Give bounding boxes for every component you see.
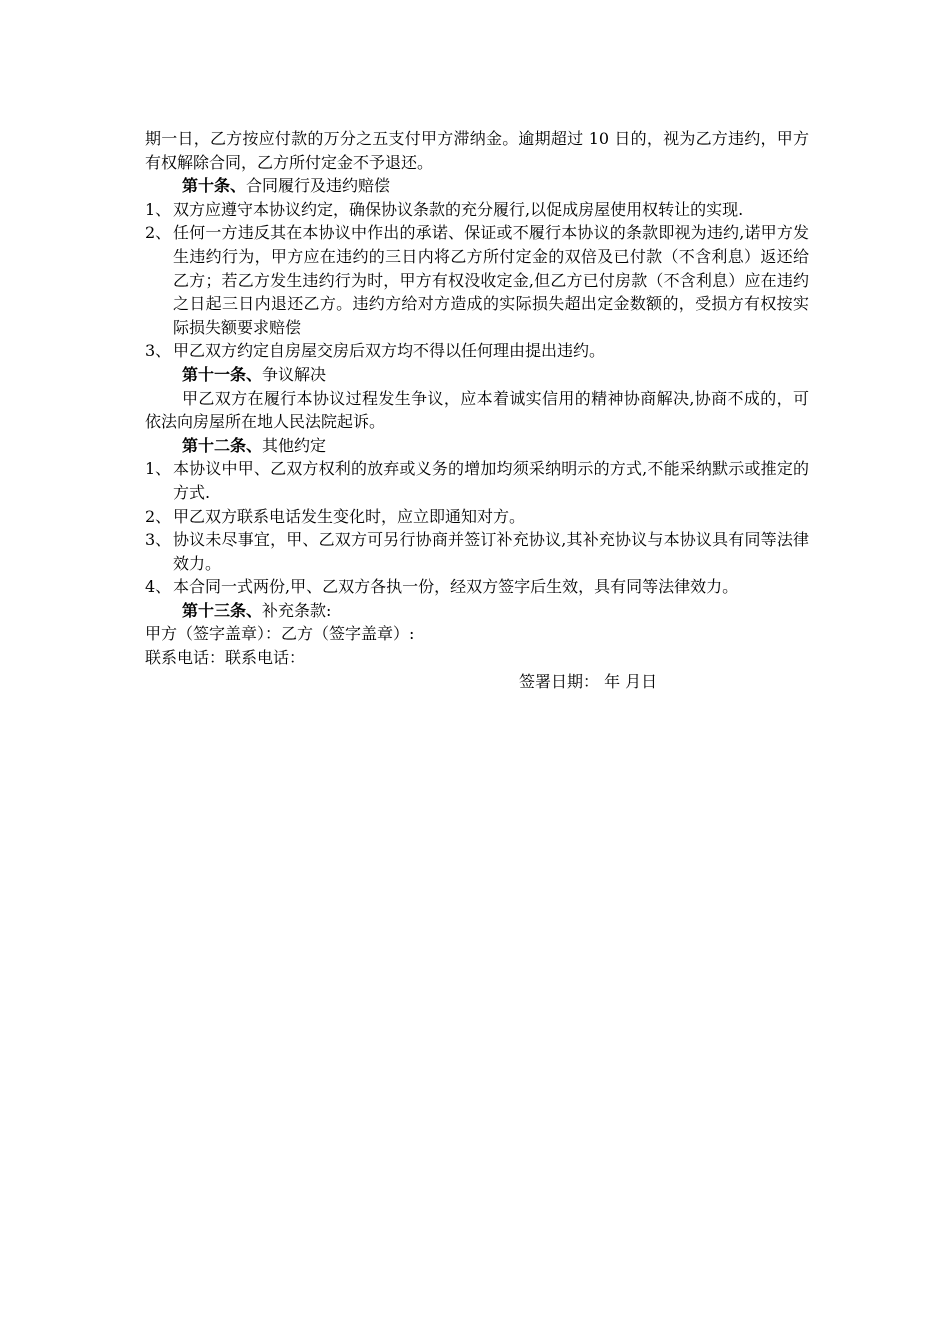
article12-item-3 bbox=[145, 528, 809, 575]
article10-sep: 、 bbox=[230, 176, 247, 196]
item-text: 本协议中甲、乙双方权利的放弃或义务的增加均须采纳明示的方式,不能采纳默示或推定的方式. bbox=[173, 459, 809, 502]
article13-subtitle: 补充条款: bbox=[262, 600, 332, 620]
article10-item-2 bbox=[145, 221, 809, 339]
signature-date: 签署日期： 年 月日 bbox=[519, 671, 658, 691]
item-text: 任何一方违反其在本协议中作出的承诺、保证或不履行本协议的条款即视为违约,诺甲方发生违约行为，甲方应在违约的三日内将乙方所付定金的双倍及已付款（不含利息）返还给乙方；若乙方发生违约行为时，甲方有权没收定金,但乙方已付房款（不含利息）应在违约之日起三日内退还乙方。违约方给对方造成的实际损失超出定金数额的，受损方有权按实际损失额要求赔偿 bbox=[173, 223, 809, 337]
article12-heading bbox=[145, 434, 809, 458]
item-text: 甲乙双方联系电话发生变化时，应立即通知对方。 bbox=[173, 506, 526, 526]
article11-subtitle: 争议解决 bbox=[262, 364, 327, 384]
article13-heading bbox=[145, 599, 809, 623]
item-number: 2、 bbox=[145, 506, 172, 526]
article12-item-4 bbox=[145, 575, 809, 599]
signature-parties: 甲方（签字盖章）：乙方（签字盖章）: bbox=[145, 624, 415, 644]
item-number: 1、 bbox=[145, 459, 172, 479]
article10-item-1 bbox=[145, 198, 809, 222]
item-text: 甲乙双方约定自房屋交房后双方均不得以任何理由提出违约。 bbox=[173, 341, 606, 361]
article13-title: 第十三条 bbox=[182, 600, 247, 620]
article11-title: 第十一条 bbox=[182, 364, 247, 384]
item-number: 3、 bbox=[145, 341, 172, 361]
article10-title: 第十条 bbox=[182, 176, 231, 196]
item-number: 2、 bbox=[145, 223, 172, 243]
item-text: 双方应遵守本协议约定，确保协议条款的充分履行,以促成房屋使用权转让的实现. bbox=[173, 199, 744, 219]
intro-paragraph: 期一日，乙方按应付款的万分之五支付甲方滞纳金。逾期超过 10 日的，视为乙方违约，甲方有权解除合同，乙方所付定金不予退还。 bbox=[145, 129, 809, 172]
item-number: 3、 bbox=[145, 530, 172, 550]
item-number: 1、 bbox=[145, 199, 172, 219]
article12-sep: 、 bbox=[246, 435, 263, 455]
article12-subtitle: 其他约定 bbox=[262, 435, 327, 455]
article10-subtitle: 合同履行及违约赔偿 bbox=[246, 176, 391, 196]
document-page bbox=[145, 127, 809, 693]
article12-item-2 bbox=[145, 505, 809, 529]
article11-paragraph: 甲乙双方在履行本协议过程发生争议，应本着诚实信用的精神协商解决,协商不成的，可依法向房屋所在地人民法院起诉。 bbox=[145, 388, 809, 432]
item-text: 协议未尽事宜，甲、乙双方可另行协商并签订补充协议,其补充协议与本协议具有同等法律效力。 bbox=[173, 530, 809, 573]
article12-title: 第十二条 bbox=[182, 435, 247, 455]
article11-heading bbox=[145, 363, 809, 387]
article10-item-3 bbox=[145, 339, 809, 363]
article13-sep: 、 bbox=[246, 600, 263, 620]
article10-heading bbox=[145, 174, 809, 198]
signature-phones: 联系电话：联系电话： bbox=[145, 648, 306, 668]
article12-item-1 bbox=[145, 457, 809, 504]
item-number: 4、 bbox=[145, 577, 172, 597]
article11-sep: 、 bbox=[246, 364, 263, 384]
item-text: 本合同一式两份,甲、乙双方各执一份，经双方签字后生效，具有同等法律效力。 bbox=[173, 577, 739, 597]
